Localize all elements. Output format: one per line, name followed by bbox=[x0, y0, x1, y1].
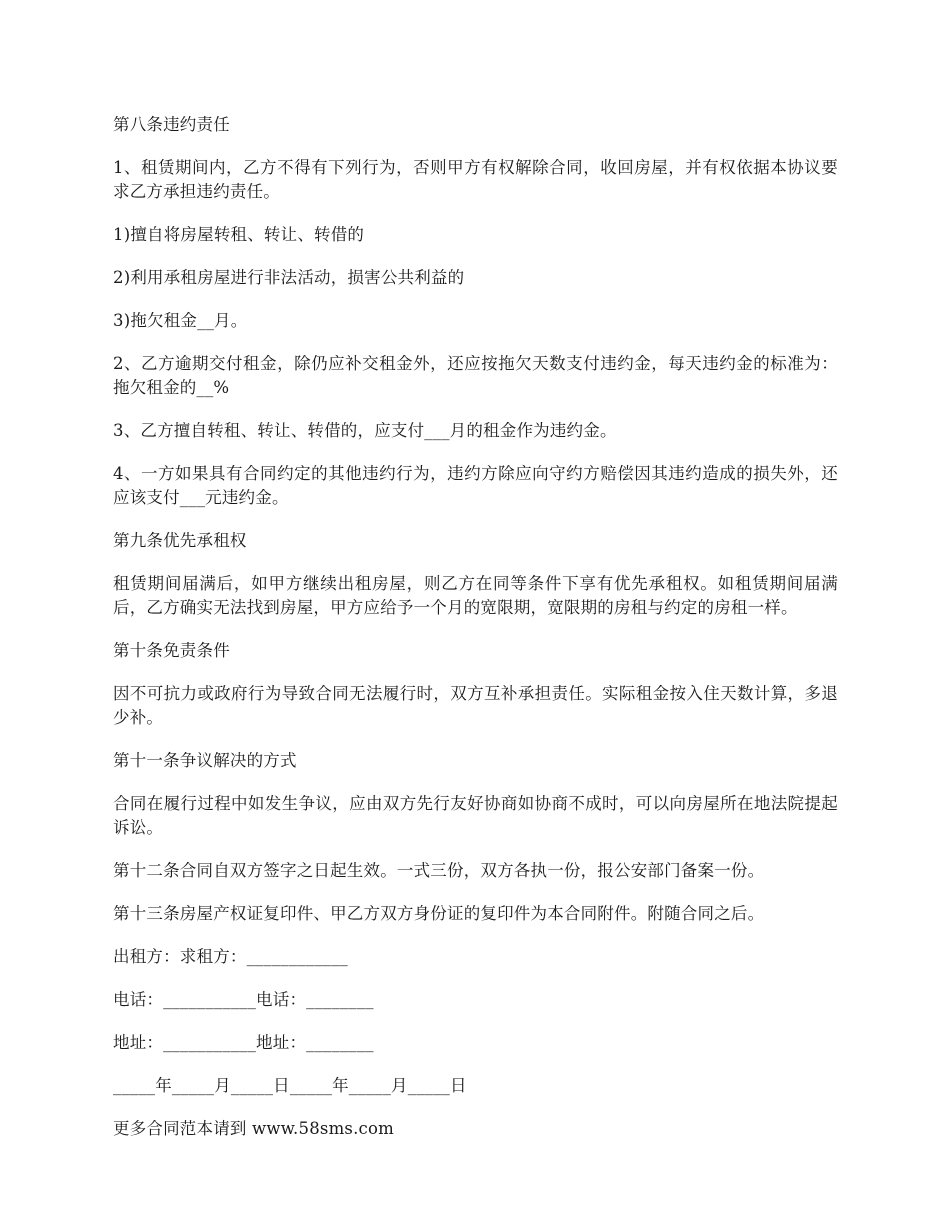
article-12: 第十二条合同自双方签字之日起生效。一式三份，双方各执一份，报公安部门备案一份。 bbox=[113, 861, 765, 880]
clause-8-1-item-3: 3)拖欠租金__月。 bbox=[113, 311, 248, 330]
footer-more-templates: 更多合同范本请到 www.58sms.com bbox=[113, 1119, 394, 1138]
article-10-body: 因不可抗力或政府行为导致合同无法履行时，双方互补承担责任。实际租金按入住天数计算，多退少补。 bbox=[113, 684, 838, 727]
clause-8-1: 1、租赁期间内，乙方不得有下列行为，否则甲方有权解除合同，收回房屋，并有权依据本协议要求乙方承担违约责任。 bbox=[113, 158, 838, 201]
article-9-body: 租赁期间届满后，如甲方继续出租房屋，则乙方在同等条件下享有优先承租权。如租赁期间届满后，乙方确实无法找到房屋，甲方应给予一个月的宽限期，宽限期的房租与约定的房租一样。 bbox=[113, 574, 838, 617]
clause-8-4: 4、一方如果具有合同约定的其他违约行为，违约方除应向守约方赔偿因其违约造成的损失外，还应该支付___元违约金。 bbox=[113, 464, 838, 507]
clause-8-2: 2、乙方逾期交付租金，除仍应补交租金外，还应按拖欠天数支付违约金，每天违约金的标准为：拖欠租金的__% bbox=[113, 354, 838, 397]
article-13: 第十三条房屋产权证复印件、甲乙方双方身份证的复印件为本合同附件。附随合同之后。 bbox=[113, 904, 765, 923]
phone-line: 电话：___________电话：________ bbox=[113, 990, 374, 1009]
clause-8-1-item-2: 2)利用承租房屋进行非法活动，损害公共利益的 bbox=[113, 268, 465, 287]
address-line: 地址：___________地址：________ bbox=[113, 1033, 374, 1052]
heading-article-9: 第九条优先承租权 bbox=[113, 531, 247, 550]
date-line: _____年_____月_____日_____年_____月_____日 bbox=[113, 1076, 467, 1095]
signature-parties-line: 出租方：求租方：____________ bbox=[113, 947, 348, 966]
heading-article-10: 第十条免责条件 bbox=[113, 641, 230, 660]
heading-article-11: 第十一条争议解决的方式 bbox=[113, 751, 297, 770]
document-page bbox=[113, 113, 838, 1160]
article-11-body: 合同在履行过程中如发生争议，应由双方先行友好协商如协商不成时，可以向房屋所在地法院提起诉讼。 bbox=[113, 794, 838, 837]
heading-article-8: 第八条违约责任 bbox=[113, 115, 230, 134]
clause-8-3: 3、乙方擅自转租、转让、转借的，应支付___月的租金作为违约金。 bbox=[113, 421, 617, 440]
clause-8-1-item-1: 1)擅自将房屋转租、转让、转借的 bbox=[113, 225, 365, 244]
